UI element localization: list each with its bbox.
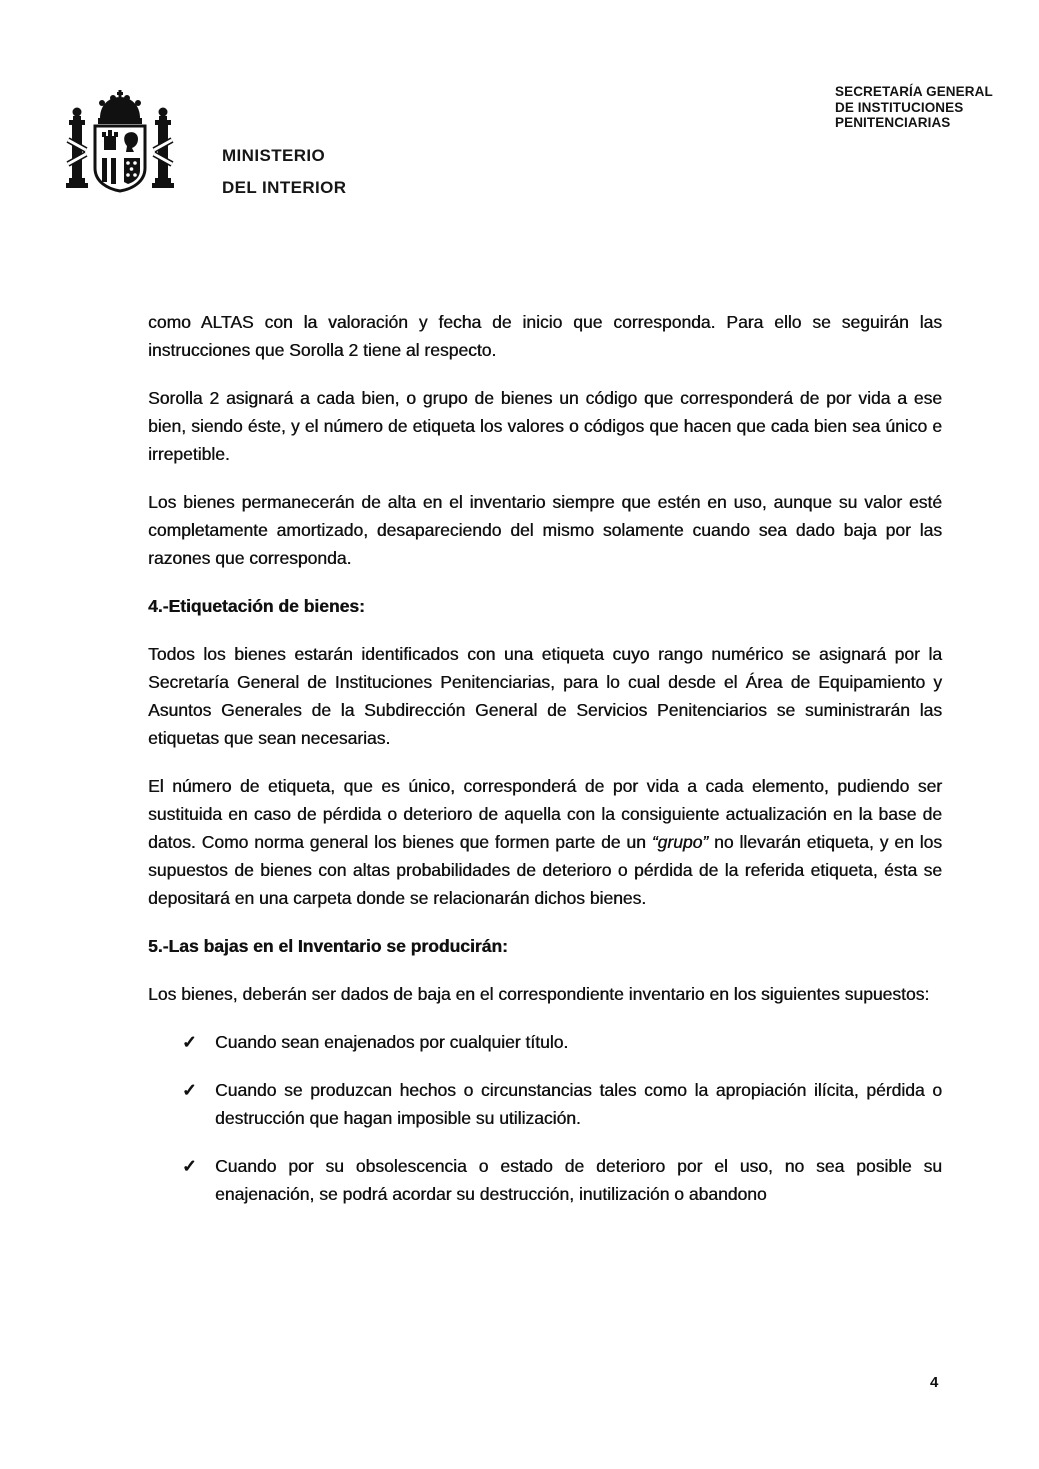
paragraph-sorolla-codigo: Sorolla 2 asignará a cada bien, o grupo de bienes un código que corresponderá de por vida a ese bien, siendo éste, y el número de etiqueta los valores o códigos que hacen que cada bien sea único e irrepetible.	[148, 388, 942, 464]
paragraph-numero-etiqueta-part2: no llevarán etiqueta, y en los supuestos de bienes con altas probabilidades de deterioro o pérdida de la referida etiqueta, ésta se depositará en una carpeta donde se relacionarán dichos bienes.	[148, 832, 942, 908]
grupo-italic-term: “grupo”	[651, 832, 709, 852]
org-line1: SECRETARÍA GENERAL	[835, 84, 993, 99]
paragraph-numero-etiqueta-part1: El número de etiqueta, que es único, corresponderá de por vida a cada elemento, pudiendo ser sustituida en caso de pérdida o deterioro de aquella con la consiguiente actualización en la base de datos. Como norma general los bienes que formen parte de un	[148, 776, 942, 852]
document-body	[148, 308, 942, 1228]
list-item	[148, 1028, 942, 1056]
heading-etiquetacion: 4.-Etiquetación de bienes:	[148, 596, 365, 616]
org-line2: DE INSTITUCIONES	[835, 99, 964, 115]
list-item-text: Cuando por su obsolescencia o estado de deterioro por el uso, no sea posible su enajenación, se podrá acordar su destrucción, inutilización o abandono	[215, 1156, 942, 1204]
paragraph-numero-etiqueta	[148, 772, 942, 912]
ministry-line2: DEL INTERIOR	[222, 178, 347, 197]
org-title	[835, 84, 993, 131]
paragraph-etiqueta-rango: Todos los bienes estarán identificados con una etiqueta cuyo rango numérico se asignará por la Secretaría General de Instituciones Penitenciarias, para lo cual desde el Área de Equipamiento y Asuntos Generales de la Subdirección General de Servicios Penitenciarios se suministrarán las etiquetas que sean necesarias.	[148, 644, 942, 748]
ministry-title	[222, 140, 346, 204]
spain-coat-of-arms-icon	[64, 90, 176, 198]
page-number: 4	[930, 1374, 939, 1391]
org-line3: PENITENCIARIAS	[835, 115, 951, 130]
checkmark-icon: ✓	[182, 1032, 197, 1052]
paragraph-bienes-alta: Los bienes permanecerán de alta en el inventario siempre que estén en uso, aunque su valor esté completamente amortizado, desapareciendo del mismo solamente cuando sea dado baja por las razones que corresponda.	[148, 492, 942, 568]
ministry-line1: MINISTERIO	[222, 146, 326, 165]
paragraph-bajas-intro: Los bienes, deberán ser dados de baja en el correspondiente inventario en los siguientes supuestos:	[148, 984, 930, 1004]
checkmark-icon: ✓	[182, 1080, 197, 1100]
paragraph-altas: como ALTAS con la valoración y fecha de inicio que corresponda. Para ello se seguirán las instrucciones que Sorolla 2 tiene al respecto.	[148, 312, 942, 360]
checkmark-icon: ✓	[182, 1156, 197, 1176]
list-item	[148, 1152, 942, 1208]
list-item-text: Cuando sean enajenados por cualquier título.	[215, 1032, 569, 1052]
bajas-check-list	[148, 1028, 942, 1208]
heading-bajas-inventario: 5.-Las bajas en el Inventario se producirán:	[148, 936, 508, 956]
list-item-text: Cuando se produzcan hechos o circunstancias tales como la apropiación ilícita, pérdida o destrucción que hagan imposible su utilización.	[215, 1080, 942, 1128]
list-item	[148, 1076, 942, 1132]
